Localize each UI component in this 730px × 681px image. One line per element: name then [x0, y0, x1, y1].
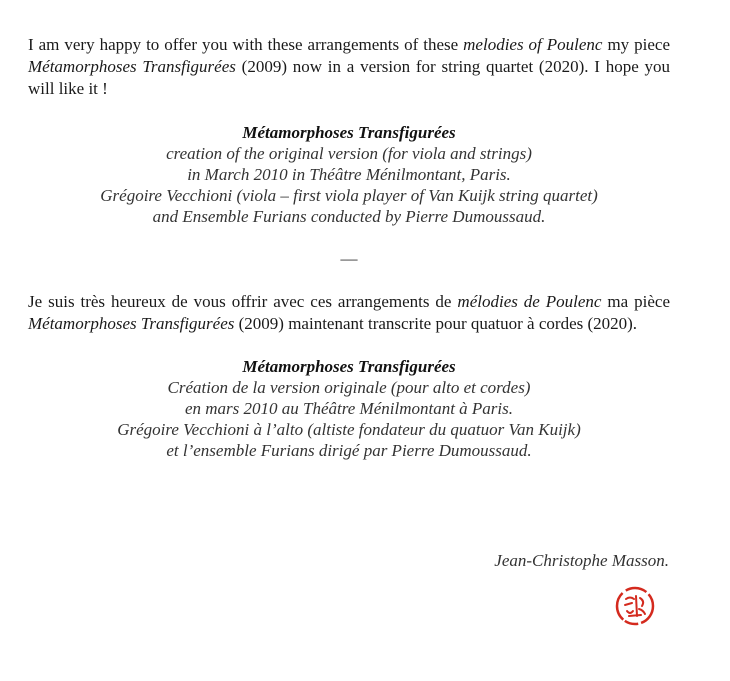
red-seal-stamp-icon: [614, 585, 656, 627]
french-credits-line: Grégoire Vecchioni à l’alto (altiste fondateur du quatuor Van Kuijk): [117, 420, 581, 439]
english-intro-text-2: my piece: [602, 35, 671, 54]
french-intro-emphasis-2: Métamorphoses Transfigurées: [28, 314, 235, 333]
french-intro-emphasis-1: mélodies de Poulenc: [457, 292, 602, 311]
french-intro-text-1: Je suis très heureux de vous offrir avec ces arrangements de: [28, 292, 458, 311]
document-page: [28, 34, 670, 461]
french-credits-line: Création de la version originale (pour alto et cordes): [167, 378, 531, 397]
section-separator: —: [340, 249, 358, 268]
english-intro-paragraph: [28, 34, 670, 100]
french-credits-block: [28, 356, 670, 461]
french-intro-text-3: (2009) maintenant transcrite pour quatuor à cordes (2020).: [234, 314, 638, 333]
english-intro-emphasis-1: melodies of Poulenc: [463, 35, 603, 54]
french-intro-paragraph: [28, 291, 670, 335]
english-intro-text-1: I am very happy to offer you with these arrangements of these: [28, 35, 464, 54]
english-credits-title: Métamorphoses Transfigurées: [242, 123, 456, 142]
english-credits-line: and Ensemble Furians conducted by Pierre Dumoussaud.: [152, 207, 546, 226]
english-intro-emphasis-2: Métamorphoses Transfigurées: [28, 57, 236, 76]
english-credits-line: Grégoire Vecchioni (viola – first viola player of Van Kuijk string quartet): [100, 186, 598, 205]
english-credits-line: creation of the original version (for viola and strings): [166, 144, 532, 163]
french-credits-title: Métamorphoses Transfigurées: [242, 357, 456, 376]
english-intro-text-3: (2009) now in a version for string quartet (2020). I hope you will like it !: [28, 57, 670, 98]
french-credits-line: et l’ensemble Furians dirigé par Pierre Dumoussaud.: [166, 441, 532, 460]
signature: Jean-Christophe Masson.: [494, 551, 669, 570]
french-credits-line: en mars 2010 au Théâtre Ménilmontant à Paris.: [184, 399, 514, 418]
english-credits-line: in March 2010 in Théâtre Ménilmontant, Paris.: [187, 165, 511, 184]
french-intro-text-2: ma pièce: [601, 292, 670, 311]
english-credits-block: [28, 122, 670, 227]
